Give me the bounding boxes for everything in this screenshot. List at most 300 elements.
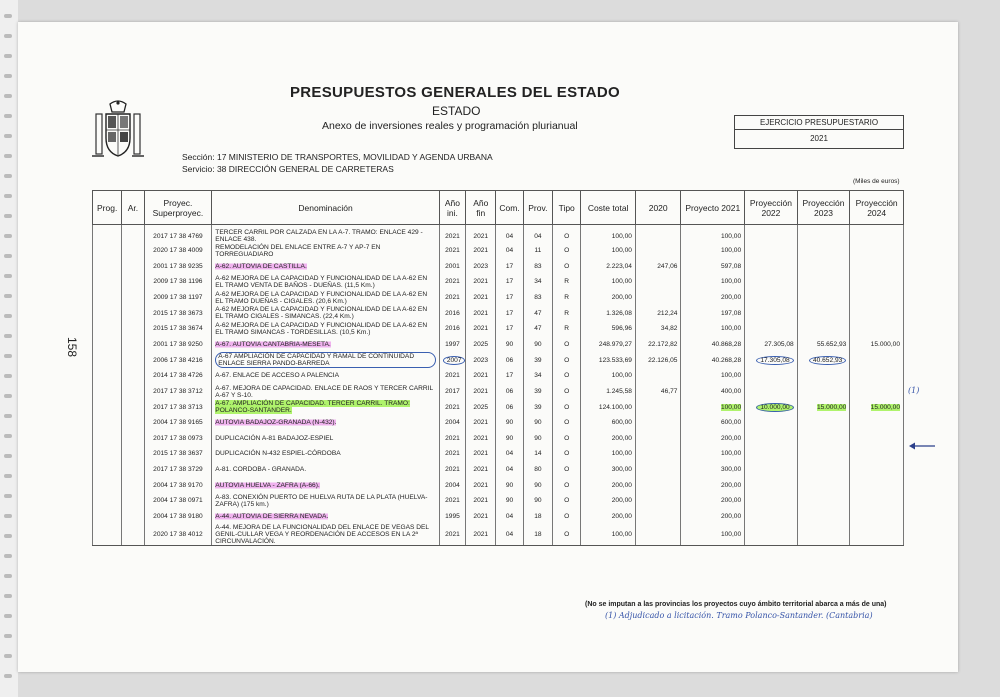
cell-value: 400,00 [720,388,742,396]
cell-value: 2021 [473,419,489,427]
cell-value: 596,96 [611,325,632,333]
table-cell [745,399,798,415]
cell-value: 600,00 [720,419,742,427]
cell-value: 15.000,00 [816,403,847,411]
table-cell [635,290,681,306]
cell-value: R [564,309,570,317]
cell-value: 40.868,28 [711,340,742,348]
table-cell [93,321,122,337]
cell-value: 06 [505,388,514,396]
table-cell [797,384,850,400]
table-row [93,290,904,306]
cell-value: 2021 [473,481,489,489]
cell-value: 100,00 [611,450,632,458]
cell-value: 100,00 [720,247,742,255]
annex-title: Anexo de inversiones reales y programación plurianual [322,120,578,132]
table-cell [553,524,581,546]
cell-value: 300,00 [611,466,632,474]
table-cell [439,368,465,384]
binding-hole [4,94,12,98]
footnote: (No se imputan a las provincias los proyectos cuyo ámbito territorial abarca a más de una) [585,601,887,608]
cell-value: R [564,294,570,302]
table-cell [496,290,523,306]
cell-value: 200,00 [611,294,632,302]
cell-value: 100,00 [720,278,742,286]
handwritten-marker: (1) [908,386,920,395]
table-cell [797,259,850,275]
binding-hole [4,514,12,518]
table-cell [850,243,904,259]
cell-value: 247,06 [657,262,678,270]
cell-value: A-62 MEJORA DE LA CAPACIDAD Y FUNCIONALIDAD DE LA A-62 EN EL TRAMO DUEÑAS - CIGALES. (20,6 Km.) [215,290,428,305]
table-cell [553,352,581,368]
cell-value: 80 [534,466,542,474]
binding-hole [4,74,12,78]
table-cell [581,305,636,321]
table-cell [523,290,552,306]
table-cell [523,524,552,546]
table-cell [681,415,745,431]
service-label: Servicio: 38 DIRECCIÓN GENERAL DE CARRETERAS [182,164,394,174]
table-cell [581,415,636,431]
cell-value: 04 [534,232,542,240]
table-cell [496,384,523,400]
table-cell [523,446,552,462]
table-cell [681,225,745,244]
column-header: Denominación [212,191,440,225]
table-cell [681,446,745,462]
cell-value: 2021 [473,388,489,396]
cell-value: 17 [505,278,514,286]
cell-value: 2004 17 38 9180 [153,512,203,520]
table-cell [144,321,212,337]
cell-value: A-44. MEJORA DE LA FUNCIONALIDAD DEL ENLACE DE VEGAS DEL GENIL-CULLAR VEGA Y REORDENACIÓN DE ACCESOS EN LA 2ª CIRCUNVALACIÓN. [215,524,429,546]
table-cell [212,509,440,525]
cell-value: 2016 [445,325,460,333]
cell-value: 2021 [445,232,460,240]
table-cell [635,493,681,509]
handwritten-note: (1) Adjudicado a licitación. Tramo Polanco-Santander. (Cantabria) [605,611,873,620]
cell-value: 100,00 [720,232,742,240]
table-cell [122,290,144,306]
table-cell [122,509,144,525]
table-cell [745,415,798,431]
table-cell [523,509,552,525]
binding-hole [4,134,12,138]
table-cell [797,415,850,431]
table-cell [553,477,581,493]
cell-value: A-67. ENLACE DE ACCESO A PALENCIA [215,372,340,380]
cell-value: A-62. AUTOVIA DE CASTILLA. [215,262,307,270]
table-cell [466,446,496,462]
table-cell [850,399,904,415]
cell-value: 2017 [445,388,460,396]
cell-value: 90 [534,497,542,505]
table-cell [439,493,465,509]
table-cell [635,305,681,321]
table-cell [439,274,465,290]
cell-value: 18 [534,512,542,520]
cell-value: A-67. MEJORA DE CAPACIDAD. ENLACE DE RAOS Y TERCER CARRIL A-67 Y S-10. [215,384,433,399]
cell-value: 2017 17 38 3729 [153,466,203,474]
table-cell [635,462,681,478]
table-cell [144,399,212,415]
column-header: Proyección 2024 [850,191,904,225]
table-cell [797,446,850,462]
table-cell [122,524,144,546]
cell-value: 14 [534,450,542,458]
cell-value: 2001 17 38 9235 [153,262,203,270]
table-cell [681,431,745,447]
cell-value: 55.652,93 [816,340,847,348]
table-cell [850,477,904,493]
table-cell [212,305,440,321]
table-cell [523,462,552,478]
table-cell [850,368,904,384]
table-cell [581,259,636,275]
cell-value: A-67. AMPLIACIÓN DE CAPACIDAD. TERCER CARRIL. TRAMO: POLANCO-SANTANDER. [215,400,410,415]
cell-value: 2004 [445,419,460,427]
table-cell [93,399,122,415]
cell-value: 2021 [473,434,489,442]
table-cell [523,321,552,337]
table-cell [439,305,465,321]
table-cell [466,399,496,415]
table-row [93,305,904,321]
cell-value: 2016 [445,309,460,317]
table-cell [635,368,681,384]
cell-value: 100,00 [611,278,632,286]
table-cell [466,290,496,306]
table-cell [212,274,440,290]
table-cell [212,290,440,306]
binding-hole [4,234,12,238]
cell-value: 22.172,82 [648,340,678,348]
cell-value: 2021 [445,434,460,442]
cell-value: R [564,278,570,286]
cell-value: A-81. CORDOBA - GRANADA. [215,466,307,474]
table-cell [850,259,904,275]
table-row [93,384,904,400]
table-cell [439,259,465,275]
cell-value: 2021 [445,294,460,302]
cell-value: 15.000,00 [870,403,900,411]
table-cell [93,509,122,525]
table-cell [144,477,212,493]
table-cell [466,493,496,509]
table-cell [681,352,745,368]
table-cell [496,477,523,493]
table-cell [635,225,681,244]
table-cell [496,509,523,525]
table-cell [212,524,440,546]
table-cell [144,290,212,306]
table-cell [745,321,798,337]
table-cell [144,274,212,290]
cell-value: O [564,434,570,442]
table-row [93,368,904,384]
table-cell [553,274,581,290]
cell-value: 2009 17 38 1197 [153,294,203,302]
table-cell [466,415,496,431]
cell-value: A-83. CONEXIÓN PUERTO DE HUELVA RUTA DE LA PLATA (HUELVA-ZAFRA) (175 km.) [215,493,428,508]
table-cell [681,462,745,478]
budget-year-label: EJERCICIO PRESUPUESTARIO [735,116,903,130]
table-cell [144,415,212,431]
cell-value: 100,00 [720,531,742,539]
cell-value: 200,00 [720,497,742,505]
table-cell [496,243,523,259]
table-cell [681,321,745,337]
table-cell [635,431,681,447]
table-cell [745,431,798,447]
cell-value: O [564,372,570,380]
table-cell [797,274,850,290]
cell-value: 300,00 [720,466,742,474]
table-row [93,524,904,546]
cell-value: 2006 17 38 4216 [153,356,203,364]
cell-value: 90 [505,340,514,348]
cell-value: 2025 [473,340,489,348]
table-cell [745,524,798,546]
cell-value: 100,00 [611,372,632,380]
cell-value: 2015 17 38 3673 [153,309,203,317]
cell-value: 2021 [445,450,460,458]
cell-value: 90 [534,481,542,489]
table-cell [523,225,552,244]
table-cell [144,431,212,447]
table-cell [635,446,681,462]
table-cell [122,337,144,353]
table-cell [681,305,745,321]
binding-hole [4,54,12,58]
cell-value: 17 [505,309,514,317]
cell-value: 124.100,00 [598,403,632,411]
table-cell [93,524,122,546]
table-cell [553,384,581,400]
cell-value: 2015 17 38 3637 [153,450,203,458]
column-header: Proyección 2022 [745,191,798,225]
table-cell [850,462,904,478]
cell-value: 200,00 [720,294,742,302]
binding-hole [4,654,12,658]
cell-value: 2021 [473,466,489,474]
table-cell [439,352,465,368]
table-cell [523,477,552,493]
cell-value: 2021 [473,294,489,302]
table-cell [466,431,496,447]
table-cell [635,259,681,275]
table-cell [144,384,212,400]
table-cell [635,321,681,337]
table-cell [581,446,636,462]
cell-value: 90 [505,497,514,505]
table-cell [745,305,798,321]
cell-value: 2021 [445,497,460,505]
table-cell [553,290,581,306]
table-cell [212,431,440,447]
cell-value: 11 [534,247,542,255]
cell-value: 1995 [445,512,460,520]
cell-value: 06 [505,403,514,411]
table-cell [581,399,636,415]
table-cell [466,225,496,244]
table-cell [93,368,122,384]
cell-value: 200,00 [611,497,632,505]
table-cell [553,225,581,244]
table-cell [850,524,904,546]
cell-value: O [564,512,570,520]
binding-hole [4,574,12,578]
table-cell [496,368,523,384]
table-cell [496,415,523,431]
column-header: 2020 [635,191,681,225]
table-cell [212,243,440,259]
table-cell [850,274,904,290]
cell-value: 18 [534,531,542,539]
column-header: Año fin [466,191,496,225]
table-cell [745,446,798,462]
units-label: (Miles de euros) [853,178,900,185]
binding-hole [4,394,12,398]
table-cell [797,305,850,321]
cell-value: A-62 MEJORA DE LA CAPACIDAD Y FUNCIONALIDAD DE LA A-62 EN EL TRAMO CIGALES - SIMANCAS. (22,4 Km.) [215,306,428,321]
table-cell [553,431,581,447]
cell-value: 2017 17 38 3713 [153,403,203,411]
table-cell [212,384,440,400]
binding-hole [4,254,12,258]
table-cell [850,415,904,431]
document-title: PRESUPUESTOS GENERALES DEL ESTADO [290,84,620,101]
table-cell [439,446,465,462]
table-cell [212,321,440,337]
cell-value: 200,00 [720,481,742,489]
cell-value: 200,00 [720,512,742,520]
table-cell [850,446,904,462]
cell-value: 2021 [473,450,489,458]
binding-hole [4,334,12,338]
table-cell [144,446,212,462]
table-cell [496,259,523,275]
cell-value: 200,00 [611,481,632,489]
table-cell [466,384,496,400]
table-cell [553,399,581,415]
column-header: Prov. [523,191,552,225]
table-cell [122,321,144,337]
table-cell [93,337,122,353]
binding-hole [4,614,12,618]
table-cell [745,509,798,525]
table-cell [553,415,581,431]
cell-value: 600,00 [611,419,632,427]
cell-value: 123.533,69 [598,356,632,364]
table-cell [797,368,850,384]
cell-value: 2021 [445,278,460,286]
table-cell [144,337,212,353]
table-cell [93,462,122,478]
cell-value: 200,00 [720,434,742,442]
cell-value: 34 [534,372,542,380]
cell-value: 2004 [445,481,460,489]
table-cell [797,337,850,353]
table-cell [635,477,681,493]
table-cell [581,493,636,509]
table-cell [122,415,144,431]
table-cell [681,259,745,275]
table-cell [635,524,681,546]
table-cell [212,462,440,478]
cell-value: 40.268,28 [711,356,742,364]
cell-value: 2025 [473,403,489,411]
binding-hole [4,554,12,558]
table-cell [144,524,212,546]
table-cell [466,352,496,368]
table-cell [144,509,212,525]
binding-hole [4,34,12,38]
binding-edge [0,0,18,697]
cell-value: 2004 17 38 0971 [153,497,203,505]
table-cell [553,259,581,275]
cell-value: O [564,356,570,364]
cell-value: 100,00 [611,247,632,255]
table-cell [212,368,440,384]
table-row [93,431,904,447]
budget-year-box [734,115,904,149]
binding-hole [4,434,12,438]
cell-value: 100,00 [720,403,742,411]
cell-value: 06 [505,356,514,364]
cell-value: A-67. AUTOVIA CANTABRIA-MESETA. [215,340,331,348]
table-cell [523,352,552,368]
table-cell [797,431,850,447]
table-row [93,509,904,525]
table-cell [212,477,440,493]
cell-value: 39 [534,388,542,396]
cell-value: O [564,450,570,458]
budget-year-value: 2021 [810,134,828,143]
table-cell [523,415,552,431]
cell-value: 2021 [473,497,489,505]
table-cell [797,509,850,525]
table-cell [523,368,552,384]
cell-value: 2021 [473,247,489,255]
binding-hole [4,214,12,218]
table-cell [122,352,144,368]
cell-value: 2023 [473,356,489,364]
document-subtitle: ESTADO [432,104,481,118]
cell-value: DUPLICACIÓN N-432 ESPIEL-CÓRDOBA [215,450,341,458]
cell-value: 2020 17 38 4009 [153,247,203,255]
table-cell [523,384,552,400]
table-cell [850,431,904,447]
table-cell [745,368,798,384]
cell-value: 04 [505,232,514,240]
cell-value: 212,24 [657,309,678,317]
binding-hole [4,14,12,18]
table-cell [496,225,523,244]
cell-value: O [564,419,570,427]
binding-hole [4,454,12,458]
table-cell [439,399,465,415]
table-cell [93,384,122,400]
table-cell [850,225,904,244]
table-cell [581,352,636,368]
table-cell [797,352,850,368]
table-cell [122,368,144,384]
table-cell [681,243,745,259]
cell-value: 34,82 [660,325,678,333]
cell-value: 17 [505,325,514,333]
